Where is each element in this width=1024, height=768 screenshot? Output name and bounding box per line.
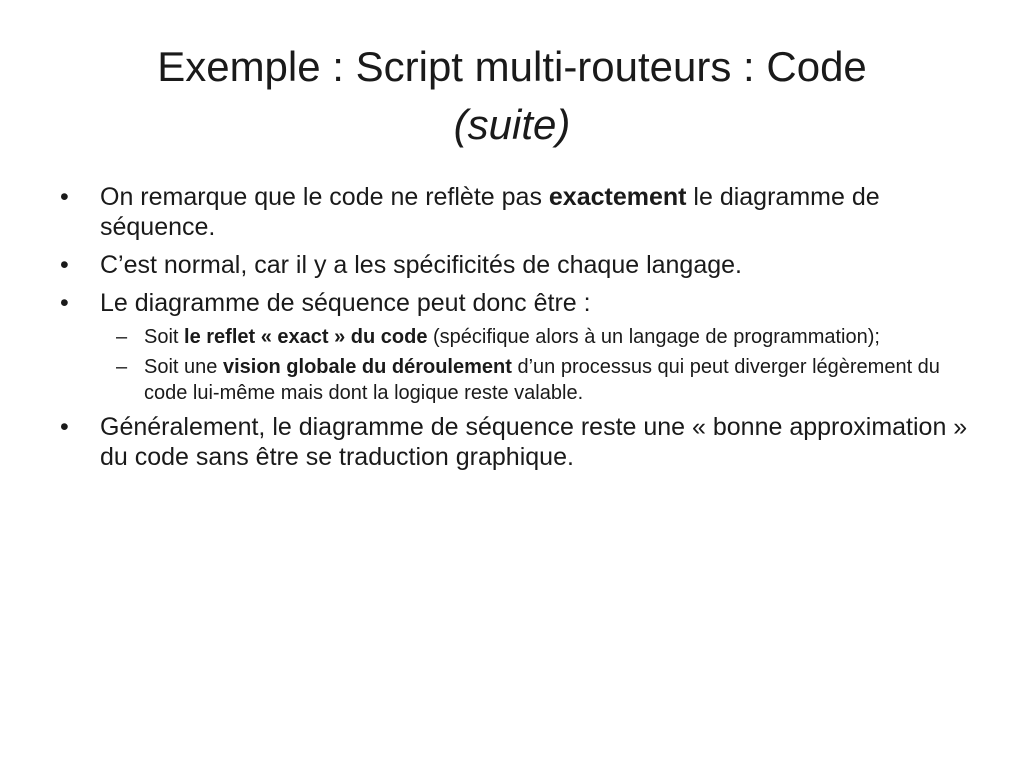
sub-bullet-1-bold: le reflet « exact » du code (184, 326, 428, 348)
bullet-marker: • (60, 251, 69, 279)
sub-bullet-item-1 (58, 324, 968, 350)
slide-content (58, 182, 968, 480)
dash-marker: – (116, 356, 128, 378)
bullet-marker: • (60, 413, 69, 441)
bullet-item-3 (58, 288, 968, 318)
sub-bullet-2-post: d’un processus qui peut diverger légèrement du code lui-même mais dont la logique reste valable. (144, 356, 940, 404)
bullet-4-text: Généralement, le diagramme de séquence reste une « bonne approximation » du code sans être se traduction graphique. (100, 413, 968, 471)
bullet-1-bold: exactement (548, 183, 687, 211)
bullet-2-text: C’est normal, car il y a les spécificités de chaque langage. (100, 251, 742, 279)
sub-bullet-2-pre: Soit une (144, 356, 223, 378)
title-main: Exemple : Script multi-routeurs : Code (157, 43, 867, 90)
bullet-marker: • (60, 289, 69, 317)
dash-marker: – (116, 326, 128, 348)
sub-bullet-1-post: (spécifique alors à un langage de programmation); (427, 326, 880, 348)
sub-bullet-1-pre: Soit (144, 326, 185, 348)
bullet-item-4 (58, 412, 968, 472)
slide-title (60, 38, 964, 154)
sub-bullet-item-2 (58, 354, 968, 406)
title-suffix: (suite) (453, 101, 571, 148)
bullet-item-1 (58, 182, 968, 242)
bullet-1-text: On remarque que le code ne reflète pas (100, 183, 549, 211)
sub-bullet-2-bold: vision globale du déroulement (222, 356, 512, 378)
bullet-item-2 (58, 250, 968, 280)
bullet-3-text: Le diagramme de séquence peut donc être : (100, 289, 591, 317)
bullet-1-post: le diagramme de séquence. (100, 183, 880, 241)
bullet-marker: • (60, 183, 69, 211)
